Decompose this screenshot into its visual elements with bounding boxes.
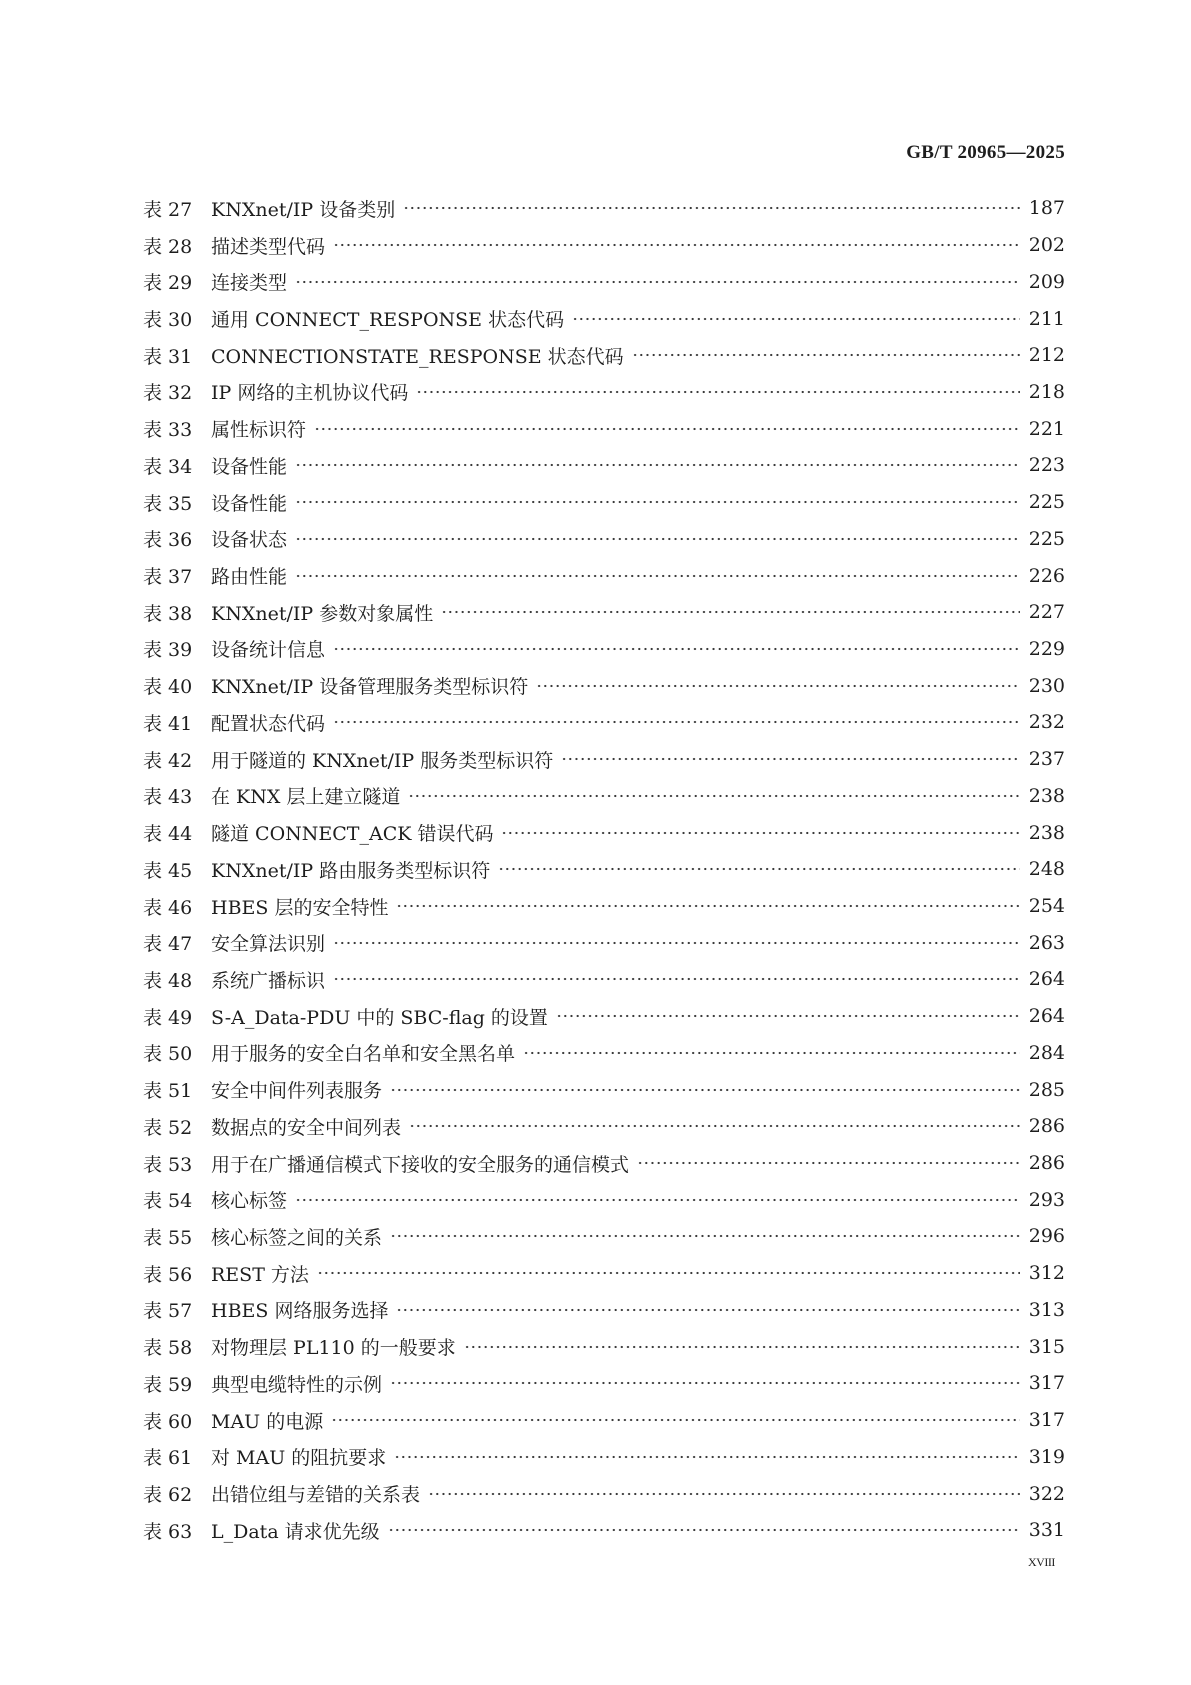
page-reference: 226 <box>1028 564 1065 587</box>
table-number-label: 表 36 <box>143 529 193 552</box>
page-reference: 296 <box>1028 1225 1065 1248</box>
table-number-label: 表 56 <box>143 1263 193 1286</box>
page-reference: 223 <box>1028 454 1065 477</box>
toc-row[interactable] <box>143 484 1065 521</box>
table-number-label: 表 48 <box>143 969 193 992</box>
table-number-label: 表 57 <box>143 1300 193 1323</box>
table-number-label: 表 49 <box>143 1006 193 1029</box>
page-number: XVIII <box>1028 1555 1055 1569</box>
table-title: 在 KNX 层上建立隧道 <box>211 786 401 809</box>
dot-leader <box>390 1232 1020 1240</box>
dot-leader <box>295 461 1020 469</box>
table-title: 安全算法识别 <box>211 933 326 956</box>
table-title: 设备统计信息 <box>211 639 326 662</box>
toc-row[interactable] <box>143 998 1065 1035</box>
dot-leader <box>556 1012 1020 1020</box>
page-reference: 319 <box>1028 1445 1065 1468</box>
dot-leader <box>428 1490 1020 1498</box>
page-reference: 317 <box>1028 1372 1065 1395</box>
dot-leader <box>295 535 1020 543</box>
toc-row[interactable] <box>143 1512 1065 1549</box>
table-title: CONNECTIONSTATE_RESPONSE 状态代码 <box>211 345 624 368</box>
page-reference: 285 <box>1028 1078 1065 1101</box>
table-number-label: 表 40 <box>143 676 193 699</box>
toc-row[interactable] <box>143 1365 1065 1402</box>
table-title: MAU 的电源 <box>211 1410 324 1433</box>
page-reference: 312 <box>1028 1262 1065 1285</box>
table-number-label: 表 52 <box>143 1116 193 1139</box>
table-number-label: 表 34 <box>143 455 193 478</box>
table-number-label: 表 50 <box>143 1043 193 1066</box>
table-title: 连接类型 <box>211 272 288 295</box>
table-number-label: 表 42 <box>143 749 193 772</box>
toc-row[interactable] <box>143 1071 1065 1108</box>
toc-row[interactable] <box>143 1145 1065 1182</box>
page-reference: 187 <box>1028 197 1065 220</box>
table-number-label: 表 63 <box>143 1520 193 1543</box>
page-reference: 293 <box>1028 1188 1065 1211</box>
toc-row[interactable] <box>143 667 1065 704</box>
page-reference: 238 <box>1028 784 1065 807</box>
dot-leader <box>498 865 1020 873</box>
table-title: REST 方法 <box>211 1263 309 1286</box>
table-title: KNXnet/IP 设备管理服务类型标识符 <box>211 676 529 699</box>
toc-row[interactable] <box>143 1255 1065 1292</box>
page-reference: 317 <box>1028 1409 1065 1432</box>
dot-leader <box>388 1526 1020 1534</box>
toc-row[interactable] <box>143 814 1065 851</box>
page-reference: 225 <box>1028 491 1065 514</box>
table-number-label: 表 31 <box>143 345 193 368</box>
page-reference: 237 <box>1028 748 1065 771</box>
table-number-label: 表 43 <box>143 786 193 809</box>
table-number-label: 表 47 <box>143 933 193 956</box>
table-number-label: 表 41 <box>143 712 193 735</box>
table-number-label: 表 59 <box>143 1373 193 1396</box>
page-reference: 286 <box>1028 1115 1065 1138</box>
dot-leader <box>390 1086 1020 1094</box>
toc-row[interactable] <box>143 447 1065 484</box>
table-title: 属性标识符 <box>211 419 307 442</box>
dot-leader <box>295 498 1020 506</box>
table-number-label: 表 28 <box>143 235 193 258</box>
list-of-tables <box>143 190 1065 1549</box>
dot-leader <box>295 572 1020 580</box>
dot-leader <box>561 755 1020 763</box>
table-title: IP 网络的主机协议代码 <box>211 382 409 405</box>
toc-row[interactable] <box>143 190 1065 227</box>
table-title: KNXnet/IP 参数对象属性 <box>211 602 434 625</box>
toc-row[interactable] <box>143 1475 1065 1512</box>
page-reference: 248 <box>1028 858 1065 881</box>
table-title: 对物理层 PL110 的一般要求 <box>211 1337 456 1360</box>
table-title: 用于服务的安全白名单和安全黑名单 <box>211 1043 516 1066</box>
toc-row[interactable] <box>143 1438 1065 1475</box>
toc-row[interactable] <box>143 1218 1065 1255</box>
table-title: 设备状态 <box>211 529 288 552</box>
toc-row[interactable] <box>143 410 1065 447</box>
table-number-label: 表 62 <box>143 1484 193 1507</box>
table-number-label: 表 38 <box>143 602 193 625</box>
table-title: 出错位组与差错的关系表 <box>211 1484 421 1507</box>
toc-row[interactable] <box>143 851 1065 888</box>
dot-leader <box>403 204 1020 212</box>
table-title: 数据点的安全中间列表 <box>211 1116 402 1139</box>
page-reference: 202 <box>1028 234 1065 257</box>
toc-row[interactable] <box>143 557 1065 594</box>
table-number-label: 表 37 <box>143 566 193 589</box>
page-reference: 263 <box>1028 931 1065 954</box>
table-title: KNXnet/IP 路由服务类型标识符 <box>211 859 491 882</box>
table-title: 设备性能 <box>211 455 288 478</box>
toc-row[interactable] <box>143 1181 1065 1218</box>
dot-leader <box>396 902 1019 910</box>
dot-leader <box>637 1159 1020 1167</box>
table-title: 用于隧道的 KNXnet/IP 服务类型标识符 <box>211 749 554 772</box>
toc-row[interactable] <box>143 924 1065 961</box>
page-reference: 313 <box>1028 1298 1065 1321</box>
dot-leader <box>333 975 1020 983</box>
toc-row[interactable] <box>143 263 1065 300</box>
table-title: 对 MAU 的阻抗要求 <box>211 1447 387 1470</box>
table-number-label: 表 55 <box>143 1226 193 1249</box>
table-title: 安全中间件列表服务 <box>211 1080 383 1103</box>
toc-row[interactable] <box>143 1108 1065 1145</box>
table-title: 通用 CONNECT_RESPONSE 状态代码 <box>211 309 565 332</box>
toc-row[interactable] <box>143 594 1065 631</box>
table-title: 系统广播标识 <box>211 969 326 992</box>
page-reference: 230 <box>1028 674 1065 697</box>
page-reference: 218 <box>1028 380 1065 403</box>
table-number-label: 表 32 <box>143 382 193 405</box>
toc-row[interactable] <box>143 1035 1065 1072</box>
toc-row[interactable] <box>143 374 1065 411</box>
dot-leader <box>408 792 1019 800</box>
toc-row[interactable] <box>143 631 1065 668</box>
toc-row[interactable] <box>143 704 1065 741</box>
table-number-label: 表 51 <box>143 1080 193 1103</box>
table-number-label: 表 54 <box>143 1190 193 1213</box>
dot-leader <box>390 1379 1020 1387</box>
table-number-label: 表 30 <box>143 309 193 332</box>
toc-row[interactable] <box>143 888 1065 925</box>
table-number-label: 表 44 <box>143 823 193 846</box>
page-reference: 315 <box>1028 1335 1065 1358</box>
dot-leader <box>295 278 1020 286</box>
table-number-label: 表 53 <box>143 1153 193 1176</box>
table-title: 配置状态代码 <box>211 712 326 735</box>
dot-leader <box>409 1122 1020 1130</box>
page-reference: 264 <box>1028 1005 1065 1028</box>
table-number-label: 表 58 <box>143 1337 193 1360</box>
dot-leader <box>416 388 1019 396</box>
page-reference: 212 <box>1028 344 1065 367</box>
dot-leader <box>394 1453 1019 1461</box>
page-reference: 322 <box>1028 1482 1065 1505</box>
toc-row[interactable] <box>143 1328 1065 1365</box>
table-number-label: 表 45 <box>143 859 193 882</box>
table-number-label: 表 33 <box>143 419 193 442</box>
dot-leader <box>314 425 1020 433</box>
page-reference: 229 <box>1028 637 1065 660</box>
toc-row[interactable] <box>143 1292 1065 1329</box>
toc-row[interactable] <box>143 337 1065 374</box>
page-reference: 284 <box>1028 1041 1065 1064</box>
table-title: L_Data 请求优先级 <box>211 1520 380 1543</box>
table-title: 隧道 CONNECT_ACK 错误代码 <box>211 823 494 846</box>
dot-leader <box>333 718 1020 726</box>
dot-leader <box>441 608 1020 616</box>
page-reference: 209 <box>1028 270 1065 293</box>
dot-leader <box>523 1049 1020 1057</box>
page-reference: 238 <box>1028 821 1065 844</box>
page-reference: 232 <box>1028 711 1065 734</box>
toc-row[interactable] <box>143 741 1065 778</box>
table-title: 设备性能 <box>211 492 288 515</box>
dot-leader <box>536 682 1020 690</box>
table-number-label: 表 46 <box>143 896 193 919</box>
toc-row[interactable] <box>143 778 1065 815</box>
table-title: 描述类型代码 <box>211 235 326 258</box>
page-reference: 221 <box>1028 417 1065 440</box>
toc-row[interactable] <box>143 227 1065 264</box>
page-reference: 264 <box>1028 968 1065 991</box>
toc-row[interactable] <box>143 1402 1065 1439</box>
table-title: 核心标签 <box>211 1190 288 1213</box>
table-title: KNXnet/IP 设备类别 <box>211 198 396 221</box>
dot-leader <box>333 645 1020 653</box>
toc-row[interactable] <box>143 300 1065 337</box>
table-title: 核心标签之间的关系 <box>211 1226 383 1249</box>
standard-code-header: GB/T 20965—2025 <box>906 142 1065 163</box>
table-title: HBES 网络服务选择 <box>211 1300 389 1323</box>
table-number-label: 表 61 <box>143 1447 193 1470</box>
page-reference: 254 <box>1028 895 1065 918</box>
page-reference: 286 <box>1028 1152 1065 1175</box>
table-title: 典型电缆特性的示例 <box>211 1373 383 1396</box>
dot-leader <box>396 1306 1019 1314</box>
table-number-label: 表 35 <box>143 492 193 515</box>
toc-row[interactable] <box>143 520 1065 557</box>
dot-leader <box>464 1343 1020 1351</box>
page-reference: 211 <box>1028 307 1065 330</box>
dot-leader <box>572 315 1020 323</box>
dot-leader <box>501 829 1019 837</box>
table-number-label: 表 39 <box>143 639 193 662</box>
table-title: 路由性能 <box>211 566 288 589</box>
table-title: HBES 层的安全特性 <box>211 896 389 919</box>
page-reference: 225 <box>1028 527 1065 550</box>
page-reference: 331 <box>1028 1519 1065 1542</box>
table-title: S-A_Data-PDU 中的 SBC-flag 的设置 <box>211 1006 548 1029</box>
dot-leader <box>331 1416 1020 1424</box>
dot-leader <box>632 351 1020 359</box>
dot-leader <box>317 1269 1020 1277</box>
dot-leader <box>333 939 1020 947</box>
table-number-label: 表 27 <box>143 198 193 221</box>
table-number-label: 表 29 <box>143 272 193 295</box>
toc-row[interactable] <box>143 961 1065 998</box>
table-number-label: 表 60 <box>143 1410 193 1433</box>
dot-leader <box>295 1196 1020 1204</box>
dot-leader <box>333 241 1020 249</box>
table-title: 用于在广播通信模式下接收的安全服务的通信模式 <box>211 1153 630 1176</box>
page-reference: 227 <box>1028 601 1065 624</box>
